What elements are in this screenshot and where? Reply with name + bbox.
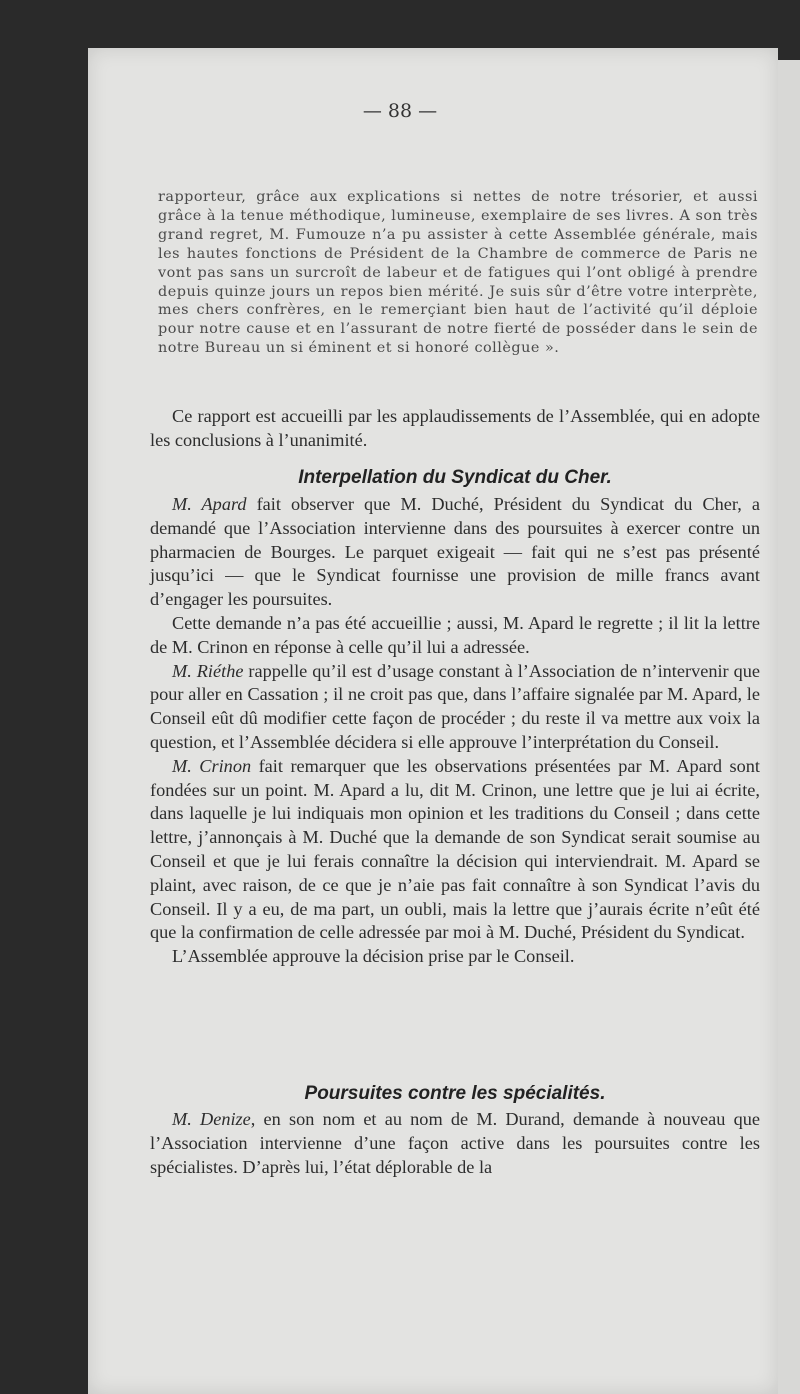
intro-paragraph: Ce rapport est accueilli par les applaudissements de l’Assemblée, qui en adopte les conclusions à l’unanimité. bbox=[150, 406, 760, 450]
paragraph-text: fait observer que M. Duché, Président du Syndicat du Cher, a demandé que l’Association intervienne dans des poursuites à exercer contre un pharmacien de Bourges. Le parquet exigeait — fait qui ne s’est pas présenté jusqu’ici — que le Syndicat fournisse une provision de mille francs avant d’engager les poursuites. bbox=[150, 494, 760, 610]
paragraph-text: fait remarquer que les observations présentées par M. Apard sont fondées sur un point. M. Apard a lu, dit M. Crinon, une lettre que je lui ai écrite, dans laquelle je lui indiquais mon opinion et les traditions du Conseil ; dans cette lettre, j’annonçais à M. Duché que la demande de son Syndicat serait soumise au Conseil et que je lui ferais connaître la décision qui interviendrait. M. Apard se plaint, avec raison, de ce que je n’aie pas fait connaître à son Syndicat l’avis du Conseil. Il y a eu, de ma part, un oubli, mais la lettre que j’aurais écrite n’eût été que la confirmation de celle adressée par moi à M. Duché, Président du Syndicat. bbox=[150, 755, 761, 943]
speaker-name: M. Denize bbox=[172, 1109, 251, 1129]
intro-paragraph-block bbox=[150, 405, 760, 453]
quoted-report-text: rapporteur, grâce aux explications si nettes de notre trésorier, et aussi grâce à la tenue méthodique, lumineuse, exemplaire de ses livres. A son très grand regret, M. Fumouze n’a pu assister à cette Assemblée générale, mais les hautes fonctions de Président de la Chambre de commerce de Paris ne vont pas sans un surcroît de labeur et de fatigues qui l’ont obligé à prendre depuis quinze jours un repos bien mérité. Je suis sûr d’être votre interprète, mes chers confrères, en le remerçiant bien haut de l’activité qu’il déploie pour notre cause et en l’assurant de notre fierté de posséder dans le sein de notre Bureau un si éminent et si honoré collègue ». bbox=[158, 189, 758, 357]
page-number: — 88 — bbox=[362, 100, 438, 122]
paragraph-denize bbox=[150, 1108, 760, 1179]
paragraph-text: rappelle qu’il est d’usage constant à l’Association de n’intervenir que pour aller en Cassation ; il ne croit pas que, dans l’affaire signalée par M. Apard, le Conseil eût dû modifier cette façon de procéder ; du reste il va mettre aux voix la question, et l’Assemblée décidera si elle approuve l’interprétation du Conseil. bbox=[150, 660, 760, 752]
section-poursuites-body bbox=[150, 1108, 760, 1179]
speaker-name: M. Crinon bbox=[172, 755, 252, 776]
section-syndicat-cher-body bbox=[150, 493, 760, 969]
section-heading-syndicat-cher: Interpellation du Syndicat du Cher. bbox=[298, 467, 612, 488]
paragraph-assemblee: L’Assemblée approuve la décision prise par le Conseil. bbox=[172, 946, 575, 967]
speaker-name: M. Apard bbox=[172, 494, 247, 514]
paragraph-crinon bbox=[150, 755, 760, 945]
paragraph-apard bbox=[150, 493, 760, 612]
paragraph-text: , en son nom et au nom de M. Durand, demande à nouveau que l’Association intervienne d’une façon active dans les poursuites contre les spécialistes. D’après lui, l’état déplorable de la bbox=[150, 1109, 760, 1177]
section-heading-poursuites: Poursuites contre les spécialités. bbox=[304, 1083, 606, 1104]
paragraph-riethe bbox=[150, 660, 760, 755]
speaker-name: M. Riéthe bbox=[172, 660, 244, 681]
paragraph-demande: Cette demande n’a pas été accueillie ; aussi, M. Apard le regrette ; il lit la lettre de M. Crinon en réponse à celle qu’il lui a adressée. bbox=[150, 612, 760, 657]
